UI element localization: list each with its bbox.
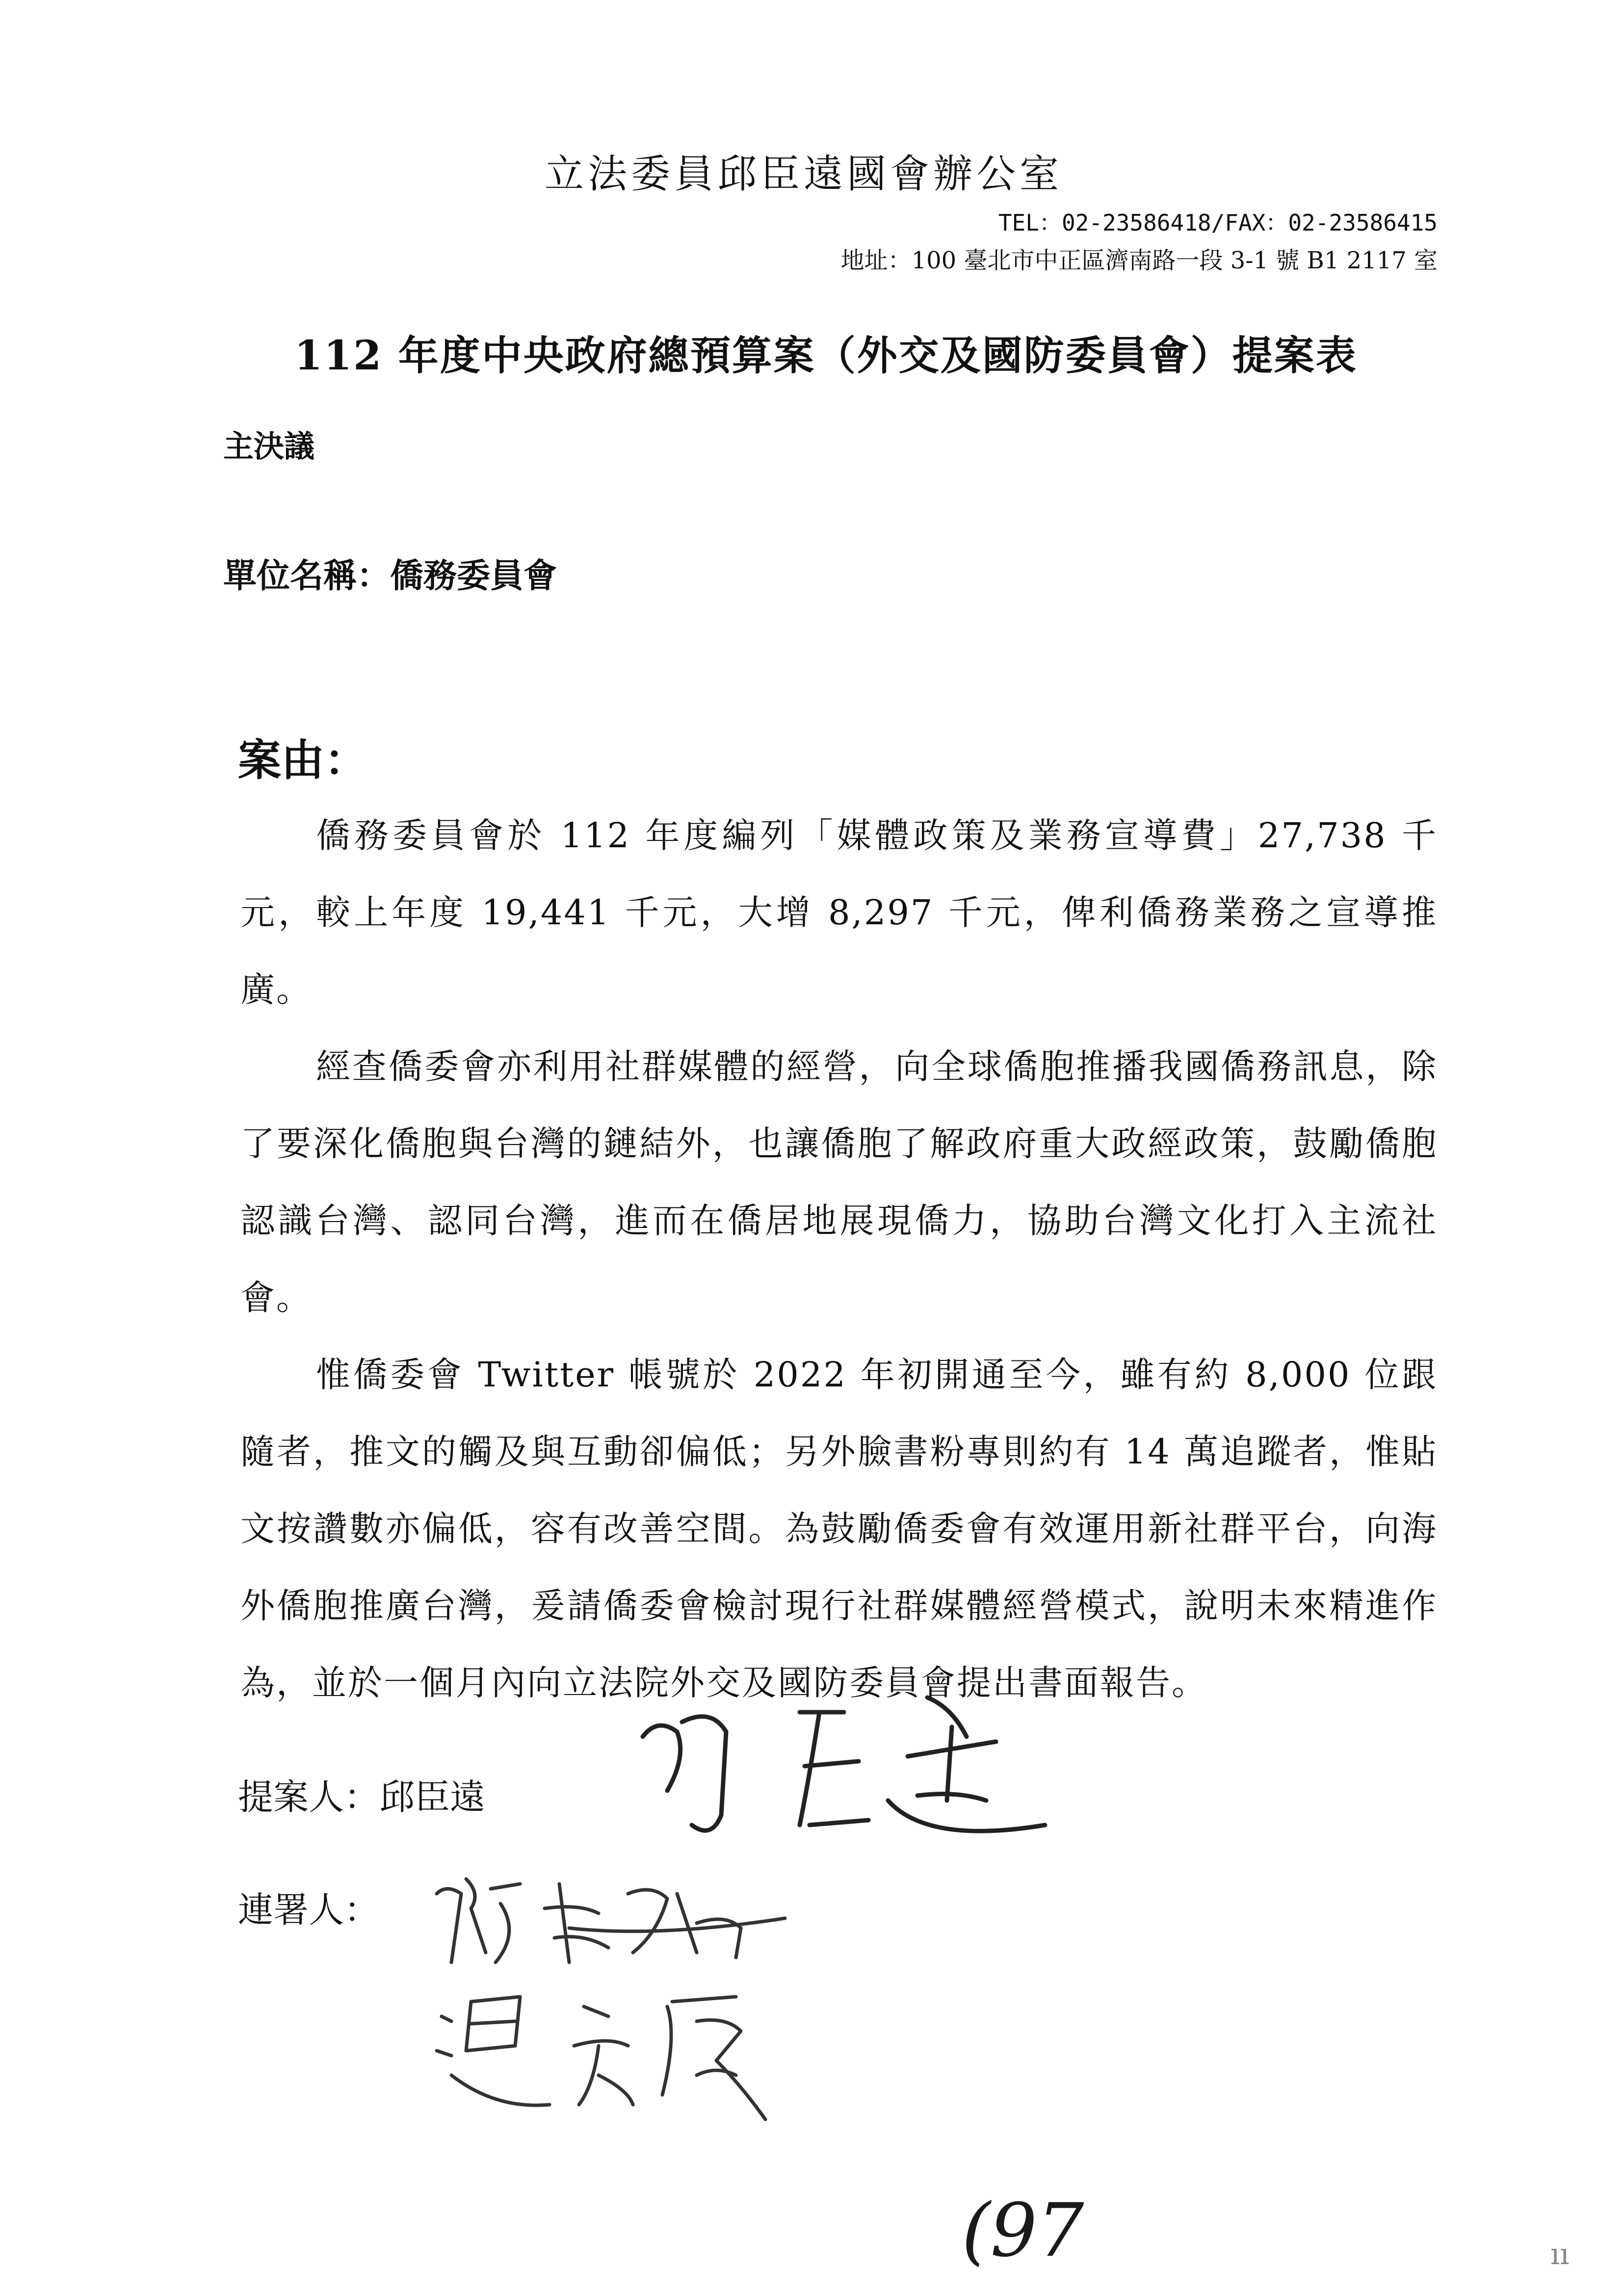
paragraph-1: 僑務委員會於 112 年度編列「媒體政策及業務宣導費」27,738 千元，較上年度 19,441 千元，大增 8,297 千元，俾利僑務業務之宣導推廣。 [240,815,1438,1010]
page-number: (97 [962,2188,1084,2273]
office-title: 立法委員邱臣遠國會辦公室 [545,151,1063,197]
unit-name: 單位名稱：僑務委員會 [223,556,557,596]
resolution-type: 主決議 [223,428,315,464]
paragraph-2: 經查僑委會亦利用社群媒體的經營，向全球僑胞推播我國僑務訊息，除了要深化僑胞與台灣的鏈結外，也讓僑胞了解政府重大政經政策，鼓勵僑胞認識台灣、認同台灣，進而在僑居地展現僑力，協助台灣文化打入主流社會。 [240,1046,1438,1318]
proposer-signature [613,1678,1055,1864]
cosigner-signature-2 [422,1977,775,2124]
office-address: 地址：100 臺北市中正區濟南路一段 3-1 號 B1 2117 室 [840,247,1438,274]
document-title: 112 年度中央政府總預算案（外交及國防委員會）提案表 [294,332,1358,379]
proposer-label: 提案人：邱臣遠 [238,1776,486,1818]
paragraph-3: 惟僑委會 Twitter 帳號於 2022 年初開通至今，雖有約 8,000 位跟隨者，推文的觸及與互動卻偏低；另外臉書粉專則約有 14 萬追蹤者，惟貼文按讚數亦偏低，容有改善空間。為鼓勵僑委會有效運用新社群平台，向海外僑胞推廣台灣，爰請僑委會檢討現行社群媒體經營模式，說明未來精進作為，並於一個月內向立法院外交及國防委員會提出書面報告。 [240,1355,1438,1703]
reason-heading: 案由： [238,734,368,785]
cosigner-label: 連署人： [238,1889,380,1931]
reason-body [240,797,1438,1722]
tel-fax: TEL：02-23586418/FAX：02-23586415 [998,209,1438,236]
margin-mark: ıı [1550,2237,1570,2271]
cosigner-signature-1 [422,1864,795,1972]
